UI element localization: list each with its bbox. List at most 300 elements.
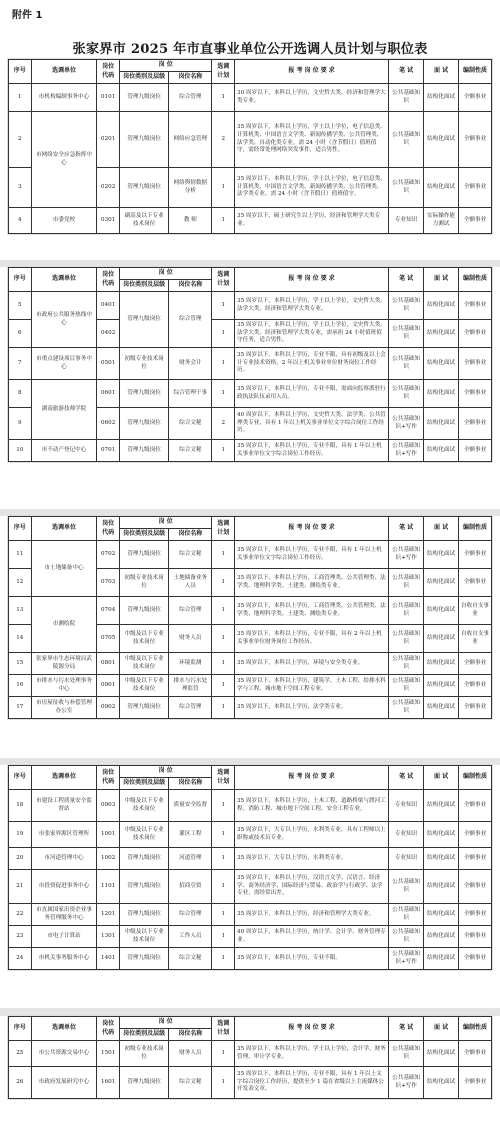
- table-row: [9, 208, 492, 234]
- table-row: [9, 870, 492, 904]
- header-post-group: 岗 位: [119, 60, 211, 72]
- written-exam-cell: 公共基础知识: [389, 597, 424, 625]
- seq-cell: 1: [9, 84, 32, 112]
- interview-cell: 结构化面试: [424, 320, 459, 348]
- post-name-cell: 综合管理: [169, 697, 212, 719]
- plan-cell: 1: [212, 1067, 235, 1099]
- written-exam-cell: 公共基础知识: [389, 653, 424, 675]
- interview-cell: 结构化面试: [424, 112, 459, 168]
- post-name-cell: 质量安全监督: [169, 790, 212, 822]
- post-type-cell: 副高及以下专业技术岗位: [119, 208, 168, 234]
- seq-cell: 19: [9, 822, 32, 848]
- plan-cell: 1: [212, 904, 235, 926]
- header-post-name: 岗位名称: [169, 72, 212, 84]
- table-row: [9, 440, 492, 462]
- post-type-cell: 管理九级岗位: [119, 848, 168, 870]
- code-cell: 0401: [97, 292, 120, 320]
- seq-cell: 2: [9, 112, 32, 168]
- post-type-cell: 管理九级岗位: [119, 168, 168, 208]
- staffing-nature-cell: 全额事业: [459, 112, 492, 168]
- staffing-nature-cell: 全额事业: [459, 1067, 492, 1099]
- table-sheet-2: [8, 267, 492, 462]
- written-exam-cell: 公共基础知识+写作: [389, 408, 424, 440]
- unit-cell: 湖南旅游技师学院: [31, 380, 97, 440]
- written-exam-cell: 公共基础知识: [389, 569, 424, 597]
- code-cell: 0703: [97, 569, 120, 597]
- post-name-cell: 综合管理: [169, 904, 212, 926]
- unit-cell: 市机关事务服务中心: [31, 948, 97, 970]
- requirement-cell: 35 周岁以下，本科以上学历，学士以上学位，文史哲大类、法学大类、经济和管理学大类专业，需承担 24 小时值班值守任务，适合男性。: [235, 320, 389, 348]
- unit-cell: 市不动产登记中心: [31, 440, 97, 462]
- post-name-cell: 综合文秘: [169, 440, 212, 462]
- unit-cell: 市直属国家出资企业事务管理服务中心: [31, 904, 97, 926]
- table-sheet-5: [8, 1016, 492, 1099]
- requirement-cell: 40 周岁以下，本科以上学历，文史哲大类、法学类、公共管理类专业，具有 1 年以上机关事业单位文字综合岗位工作经历。: [235, 408, 389, 440]
- interview-cell: 结构化面试: [424, 822, 459, 848]
- header-seq: 序号: [9, 766, 32, 790]
- header-post-type: 岗位类别及层级: [119, 529, 168, 541]
- staffing-nature-cell: 全额事业: [459, 904, 492, 926]
- code-cell: 0602: [97, 408, 120, 440]
- seq-cell: 24: [9, 948, 32, 970]
- written-exam-cell: 公共基础知识: [389, 1041, 424, 1067]
- header-requirements: 报 考 岗 位 要 求: [235, 268, 389, 292]
- post-type-cell: 中级及以下专业技术岗位: [119, 790, 168, 822]
- requirement-cell: 35 周岁以下，硕士研究生以上学历，经济和管理学大类专业。: [235, 208, 389, 234]
- post-name-cell: 综合文秘: [169, 948, 212, 970]
- plan-cell: 1: [212, 675, 235, 697]
- code-cell: 0202: [97, 168, 120, 208]
- header-post-type: 岗位类别及层级: [119, 280, 168, 292]
- code-cell: 0705: [97, 625, 120, 653]
- post-name-cell: 网络应急管理: [169, 112, 212, 168]
- unit-cell: 市排水与污水处理事务中心: [31, 675, 97, 697]
- requirement-cell: 35 周岁以下，本科以上学历，学士以上学位，电子信息类、计算机类、中国语言文学类、新闻传播学类、公共管理类、法学类专业。需 24 小时（含节假日）值班值守。: [235, 168, 389, 208]
- header-post-group: 岗 位: [119, 766, 211, 778]
- seq-cell: 15: [9, 653, 32, 675]
- seq-cell: 6: [9, 320, 32, 348]
- written-exam-cell: 公共基础知识+写作: [389, 440, 424, 462]
- header-post-type: 岗位类别及层级: [119, 778, 168, 790]
- interview-cell: 结构化面试: [424, 84, 459, 112]
- plan-cell: 1: [212, 84, 235, 112]
- written-exam-cell: 公共基础知识: [389, 320, 424, 348]
- staffing-nature-cell: 全额事业: [459, 822, 492, 848]
- plan-cell: 1: [212, 625, 235, 653]
- post-type-cell: 初级专业技术岗位: [119, 1041, 168, 1067]
- header-unit: 选调单位: [31, 1017, 97, 1041]
- requirement-cell: 35 周岁以下，本科以上学历，专业不限，需面向监察派驻行政执法队伍录用人员。: [235, 380, 389, 408]
- header-seq: 序号: [9, 60, 32, 84]
- requirement-cell: 35 周岁以下，本科以上学历，汉语言文学、汉语言、经济学、商务经济学、国际经济与贸易、政治学与行政学、法学专业，需经常出差。: [235, 870, 389, 904]
- post-type-cell: 中级及以下专业技术岗位: [119, 675, 168, 697]
- post-type-cell: 中级及以下专业技术岗位: [119, 926, 168, 948]
- table-row: [9, 84, 492, 112]
- header-written: 笔 试: [389, 517, 424, 541]
- header-plan: 选调计划: [212, 517, 235, 541]
- interview-cell: 结构化面试: [424, 870, 459, 904]
- interview-cell: 结构化面试: [424, 440, 459, 462]
- interview-cell: 结构化面试: [424, 168, 459, 208]
- requirement-cell: 30 周岁以下，本科以上学历，文史哲大类、经济和管理学大类专业。: [235, 84, 389, 112]
- plan-cell: 1: [212, 926, 235, 948]
- unit-cell: 市政府公共服务热线中心: [31, 292, 97, 348]
- staffing-nature-cell: 全额事业: [459, 208, 492, 234]
- header-nature: 编制性质: [459, 268, 492, 292]
- page-gap: [0, 509, 500, 516]
- post-name-cell: 环境监测: [169, 653, 212, 675]
- interview-cell: 结构化面试: [424, 380, 459, 408]
- staffing-nature-cell: 全额事业: [459, 1041, 492, 1067]
- header-post-name: 岗位名称: [169, 280, 212, 292]
- written-exam-cell: 公共基础知识: [389, 904, 424, 926]
- code-cell: 0402: [97, 320, 120, 348]
- post-name-cell: 排水与污水处理监管: [169, 675, 212, 697]
- code-cell: 1101: [97, 870, 120, 904]
- seq-cell: 23: [9, 926, 32, 948]
- written-exam-cell: 公共基础知识: [389, 348, 424, 380]
- interview-cell: 结构化面试: [424, 348, 459, 380]
- interview-cell: 结构化面试: [424, 625, 459, 653]
- seq-cell: 13: [9, 597, 32, 625]
- code-cell: 1001: [97, 822, 120, 848]
- plan-cell: 1: [212, 948, 235, 970]
- written-exam-cell: 专业知识: [389, 822, 424, 848]
- post-type-cell: 中级及以下专业技术岗位: [119, 625, 168, 653]
- header-seq: 序号: [9, 517, 32, 541]
- code-cell: 0701: [97, 440, 120, 462]
- table-row: [9, 348, 492, 380]
- interview-cell: 结构化面试: [424, 926, 459, 948]
- table-row: [9, 653, 492, 675]
- staffing-nature-cell: 全额事业: [459, 380, 492, 408]
- staffing-nature-cell: 自收自支事业: [459, 597, 492, 625]
- staffing-nature-cell: 全额事业: [459, 697, 492, 719]
- header-interview: 面 试: [424, 60, 459, 84]
- table-row: [9, 292, 492, 320]
- seq-cell: 12: [9, 569, 32, 597]
- table-row: [9, 541, 492, 569]
- interview-cell: 结构化面试: [424, 790, 459, 822]
- position-table: [8, 516, 492, 719]
- header-unit: 选调单位: [31, 517, 97, 541]
- staffing-nature-cell: 全额事业: [459, 541, 492, 569]
- header-unit: 选调单位: [31, 766, 97, 790]
- post-type-cell: 管理九级岗位: [119, 948, 168, 970]
- requirement-cell: 35 周岁以下，本科以上学历，土木工程、道路桥梁与渡河工程、消防工程、城市地下空间工程、安全工程专业。: [235, 790, 389, 822]
- post-type-cell: 管理九级岗位: [119, 112, 168, 168]
- plan-cell: 1: [212, 348, 235, 380]
- document-title: 张家界市 2025 年市直事业单位公开选调人员计划与职位表: [72, 42, 428, 57]
- post-type-cell: 管理九级岗位: [119, 408, 168, 440]
- unit-cell: 市张家界源区管理所: [31, 822, 97, 848]
- interview-cell: 结构化面试: [424, 653, 459, 675]
- post-name-cell: 灌区工程: [169, 822, 212, 848]
- header-post-group: 岗 位: [119, 268, 211, 280]
- table-row: [9, 822, 492, 848]
- table-row: [9, 790, 492, 822]
- position-table: [8, 1016, 492, 1099]
- requirement-cell: 35 周岁以下，本科以上学历，环境与安全类专业。: [235, 653, 389, 675]
- table-row: [9, 380, 492, 408]
- code-cell: 0901: [97, 675, 120, 697]
- attachment-label: 附件 1: [12, 10, 43, 21]
- table-row: [9, 948, 492, 970]
- header-post-group: 岗 位: [119, 517, 211, 529]
- requirement-cell: 35 周岁以下，本科以上学历，工商管理类、公共管理类、法学类、地理科学类、土建类、测绘类专业。: [235, 569, 389, 597]
- plan-cell: 1: [212, 790, 235, 822]
- plan-cell: 2: [212, 408, 235, 440]
- table-row: [9, 848, 492, 870]
- post-type-cell: 管理九级岗位: [119, 870, 168, 904]
- plan-cell: 1: [212, 292, 235, 320]
- post-name-cell: 综合管理: [169, 84, 212, 112]
- unit-cell: 市投资促进事务中心: [31, 870, 97, 904]
- code-cell: 0101: [97, 84, 120, 112]
- post-name-cell: 综合文秘: [169, 541, 212, 569]
- header-nature: 编制性质: [459, 766, 492, 790]
- page-gap: [0, 1008, 500, 1016]
- post-name-cell: 网络舆情数据分析: [169, 168, 212, 208]
- requirement-cell: 35 周岁以下，本科以上学历，经济和管理学大类专业。: [235, 904, 389, 926]
- header-post-name: 岗位名称: [169, 778, 212, 790]
- header-seq: 序号: [9, 1017, 32, 1041]
- code-cell: 0301: [97, 208, 120, 234]
- unit-cell: 市土地储备中心: [31, 541, 97, 597]
- seq-cell: 25: [9, 1041, 32, 1067]
- seq-cell: 21: [9, 870, 32, 904]
- unit-cell: 市公共资源交易中心: [31, 1041, 97, 1067]
- header-plan: 选调计划: [212, 268, 235, 292]
- header-interview: 面 试: [424, 268, 459, 292]
- table-row: [9, 926, 492, 948]
- interview-cell: 结构化面试: [424, 848, 459, 870]
- staffing-nature-cell: 全额事业: [459, 408, 492, 440]
- post-name-cell: 综合管理: [169, 597, 212, 625]
- requirement-cell: 35 周岁以下，本科以上学历，法学类专业。: [235, 697, 389, 719]
- written-exam-cell: 公共基础知识: [389, 380, 424, 408]
- header-requirements: 报 考 岗 位 要 求: [235, 517, 389, 541]
- code-cell: 0704: [97, 597, 120, 625]
- header-requirements: 报 考 岗 位 要 求: [235, 766, 389, 790]
- seq-cell: 3: [9, 168, 32, 208]
- header-requirements: 报 考 岗 位 要 求: [235, 60, 389, 84]
- code-cell: 0903: [97, 790, 120, 822]
- requirement-cell: 35 周岁以下，本科以上学历，建筑学、土木工程、给排水科学与工程、城市地下空间工程专业。: [235, 675, 389, 697]
- position-table: [8, 765, 492, 970]
- post-type-cell: 管理九级岗位: [119, 597, 168, 625]
- header-interview: 面 试: [424, 766, 459, 790]
- unit-cell: 市重点建设项目事务中心: [31, 348, 97, 380]
- seq-cell: 16: [9, 675, 32, 697]
- post-type-cell: 管理九级岗位: [119, 84, 168, 112]
- plan-cell: 1: [212, 320, 235, 348]
- interview-cell: 结构化面试: [424, 569, 459, 597]
- staffing-nature-cell: 全额事业: [459, 870, 492, 904]
- unit-cell: 市政府发展研究中心: [31, 1067, 97, 1099]
- plan-cell: 2: [212, 112, 235, 168]
- interview-cell: 结构化面试: [424, 904, 459, 926]
- post-type-cell: 管理九级岗位: [119, 1067, 168, 1099]
- staffing-nature-cell: 全额事业: [459, 569, 492, 597]
- plan-cell: 1: [212, 208, 235, 234]
- plan-cell: 1: [212, 380, 235, 408]
- plan-cell: 1: [212, 697, 235, 719]
- header-plan: 选调计划: [212, 60, 235, 84]
- header-post-type: 岗位类别及层级: [119, 72, 168, 84]
- header-nature: 编制性质: [459, 1017, 492, 1041]
- post-type-cell: 中级及以下专业技术岗位: [119, 653, 168, 675]
- header-code: 岗位代码: [97, 60, 120, 84]
- requirement-cell: 35 周岁以下，本科以上学历，专业不限，具有 1 年以上机关事业单位文字综合岗位工作经历。: [235, 440, 389, 462]
- staffing-nature-cell: 全额事业: [459, 320, 492, 348]
- header-requirements: 报 考 岗 位 要 求: [235, 1017, 389, 1041]
- table-sheet-3: [8, 516, 492, 719]
- code-cell: 0601: [97, 380, 120, 408]
- code-cell: 0201: [97, 112, 120, 168]
- position-table: [8, 59, 492, 234]
- code-cell: 1601: [97, 1067, 120, 1099]
- post-type-cell: 管理九级岗位: [119, 380, 168, 408]
- seq-cell: 18: [9, 790, 32, 822]
- header-unit: 选调单位: [31, 268, 97, 292]
- written-exam-cell: 公共基础知识+写作: [389, 1067, 424, 1099]
- requirement-cell: 40 周岁以下，本科以上学历，统计学、会计学、财务管理专业。: [235, 926, 389, 948]
- header-post-type: 岗位类别及层级: [119, 1029, 168, 1041]
- post-name-cell: 财务会计: [169, 348, 212, 380]
- unit-cell: 市委党校: [31, 208, 97, 234]
- code-cell: 1501: [97, 1041, 120, 1067]
- staffing-nature-cell: 全额事业: [459, 348, 492, 380]
- header-written: 笔 试: [389, 268, 424, 292]
- post-name-cell: 综合文秘: [169, 1067, 212, 1099]
- seq-cell: 4: [9, 208, 32, 234]
- post-name-cell: 工作人员: [169, 926, 212, 948]
- header-written: 笔 试: [389, 60, 424, 84]
- post-name-cell: 教 师: [169, 208, 212, 234]
- requirement-cell: 35 周岁以下，本科以上学历，专业不限。: [235, 948, 389, 970]
- written-exam-cell: 公共基础知识: [389, 625, 424, 653]
- table-row: [9, 904, 492, 926]
- header-seq: 序号: [9, 268, 32, 292]
- plan-cell: 1: [212, 1041, 235, 1067]
- written-exam-cell: 公共基础知识: [389, 168, 424, 208]
- seq-cell: 17: [9, 697, 32, 719]
- table-sheet-1: [8, 59, 492, 234]
- seq-cell: 14: [9, 625, 32, 653]
- plan-cell: 1: [212, 168, 235, 208]
- header-code: 岗位代码: [97, 766, 120, 790]
- code-cell: 0501: [97, 348, 120, 380]
- page-gap: [0, 260, 500, 267]
- header-interview: 面 试: [424, 517, 459, 541]
- plan-cell: 1: [212, 440, 235, 462]
- post-name-cell: 土地储备业务人员: [169, 569, 212, 597]
- interview-cell: 结构化面试: [424, 697, 459, 719]
- seq-cell: 22: [9, 904, 32, 926]
- table-row: [9, 112, 492, 168]
- staffing-nature-cell: 全额事业: [459, 948, 492, 970]
- post-name-cell: 财务人员: [169, 625, 212, 653]
- requirement-cell: 35 周岁以下，大专以上学历，水利类专业，具有工程师以上职称或技术员专业。: [235, 822, 389, 848]
- seq-cell: 8: [9, 380, 32, 408]
- written-exam-cell: 公共基础知识: [389, 84, 424, 112]
- code-cell: 0902: [97, 697, 120, 719]
- table-row: [9, 597, 492, 625]
- header-code: 岗位代码: [97, 268, 120, 292]
- seq-cell: 9: [9, 408, 32, 440]
- table-row: [9, 675, 492, 697]
- written-exam-cell: 公共基础知识: [389, 675, 424, 697]
- header-plan: 选调计划: [212, 766, 235, 790]
- staffing-nature-cell: 全额事业: [459, 168, 492, 208]
- written-exam-cell: 公共基础知识: [389, 112, 424, 168]
- plan-cell: 1: [212, 653, 235, 675]
- written-exam-cell: 专业知识: [389, 790, 424, 822]
- staffing-nature-cell: 全额事业: [459, 675, 492, 697]
- plan-cell: 1: [212, 597, 235, 625]
- header-interview: 面 试: [424, 1017, 459, 1041]
- header-post-name: 岗位名称: [169, 529, 212, 541]
- header-post-name: 岗位名称: [169, 1029, 212, 1041]
- interview-cell: 结构化面试: [424, 292, 459, 320]
- staffing-nature-cell: 全额事业: [459, 84, 492, 112]
- plan-cell: 1: [212, 848, 235, 870]
- interview-cell: 结构化面试: [424, 1067, 459, 1099]
- header-plan: 选调计划: [212, 1017, 235, 1041]
- header-code: 岗位代码: [97, 1017, 120, 1041]
- code-cell: 0801: [97, 653, 120, 675]
- unit-cell: 张家界市生态环境局武陵源分局: [31, 653, 97, 675]
- post-type-cell: 中级及以下专业技术岗位: [119, 822, 168, 848]
- written-exam-cell: 公共基础知识+写作: [389, 948, 424, 970]
- seq-cell: 10: [9, 440, 32, 462]
- post-name-cell: 招商引资: [169, 870, 212, 904]
- written-exam-cell: 公共基础知识: [389, 292, 424, 320]
- written-exam-cell: 公共基础知识: [389, 697, 424, 719]
- unit-cell: 市建设工程质量安全监督站: [31, 790, 97, 822]
- header-code: 岗位代码: [97, 517, 120, 541]
- seq-cell: 7: [9, 348, 32, 380]
- post-type-cell: 管理九级岗位: [119, 904, 168, 926]
- unit-cell: 市测绘院: [31, 597, 97, 653]
- interview-cell: 结构化面试: [424, 1041, 459, 1067]
- code-cell: 1401: [97, 948, 120, 970]
- staffing-nature-cell: 全额事业: [459, 653, 492, 675]
- requirement-cell: 35 周岁以下，本科以上学历，专业不限，具有 1 年以上文字综合岗位工作经历，提供至少 1 篇在省级以上主流媒体公开发表文章。: [235, 1067, 389, 1099]
- plan-cell: 1: [212, 541, 235, 569]
- staffing-nature-cell: 全额事业: [459, 790, 492, 822]
- interview-cell: 结构化面试: [424, 948, 459, 970]
- written-exam-cell: 专业知识: [389, 208, 424, 234]
- plan-cell: 1: [212, 822, 235, 848]
- table-row: [9, 697, 492, 719]
- post-name-cell: 财务人员: [169, 1041, 212, 1067]
- post-name-cell: 综合管理: [169, 292, 212, 348]
- header-nature: 编制性质: [459, 517, 492, 541]
- table-row: [9, 1041, 492, 1067]
- requirement-cell: 35 周岁以下，本科以上学历，专业不限，具有 2 年以上机关事业单位财务岗位工作经历。: [235, 625, 389, 653]
- post-type-cell: 管理九级岗位: [119, 541, 168, 569]
- post-type-cell: 初级专业技术岗位: [119, 348, 168, 380]
- unit-cell: 市河道管理中心: [31, 848, 97, 870]
- code-cell: 1301: [97, 926, 120, 948]
- requirement-cell: 35 周岁以下，本科以上学历，学士以上学位，电子信息类、计算机类、中国语言文学类、新闻传播学类、公共管理类、法学类、自动化类专业。需 24 小时（含节假日）值班值守，需经常处理网络突发事件，适合男性。: [235, 112, 389, 168]
- written-exam-cell: 公共基础知识: [389, 870, 424, 904]
- post-name-cell: 综合管理干事: [169, 380, 212, 408]
- requirement-cell: 35 周岁以下，本科以上学历，专业不限，具有 1 年以上机关事业单位文字综合岗位工作经历。: [235, 541, 389, 569]
- table-row: [9, 1067, 492, 1099]
